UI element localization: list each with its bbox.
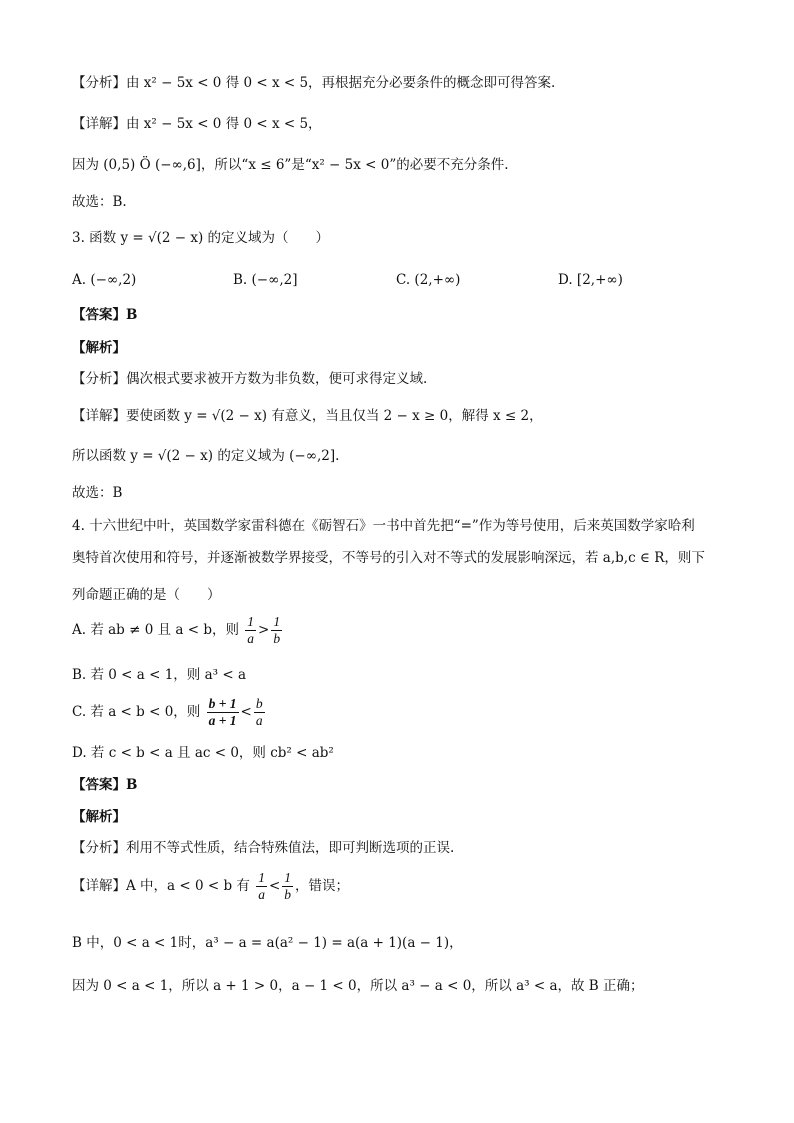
question-4: 4. 十六世纪中叶，英国数学家雷科德在《砺智石》一书中首先把“=”作为等号使用，后来英国数学家哈利 [72,518,695,534]
analysis-line: 【分析】偶次根式要求被开方数为非负数，便可求得定义域. [72,371,428,387]
answer-label: 【答案】B [72,307,138,323]
answer-choice-line: 故选：B [72,485,123,501]
explanation-label: 【解析】 [72,340,126,356]
detail-line: 【详解】由 x² − 5x < 0 得 0 < x < 5， [72,116,322,132]
option-c: C. (2,+∞) [396,272,461,288]
detail-line: 因为 (0,5) Ö (−∞,6]，所以“x ≤ 6”是“x² − 5x < 0”的必要不充分条件. [72,157,509,173]
detail-line: 所以函数 y = √(2 − x) 的定义域为 (−∞,2]. [72,448,340,464]
option-d: D. 若 c < b < a 且 ac < 0，则 cb² < ab² [72,745,334,761]
explanation-label: 【解析】 [72,809,126,825]
answer-choice-line: 故选：B. [72,194,127,210]
analysis-line: 【分析】利用不等式性质，结合特殊值法，即可判断选项的正误. [72,840,455,856]
option-b: B. 若 0 < a < 1，则 a³ < a [72,667,247,683]
detail-line: B 中，0 < a < 1时，a³ − a = a(a² − 1) = a(a + 1)(a − 1)， [72,935,463,951]
answer-label: 【答案】B [72,777,138,793]
question-3: 3. 函数 y = √(2 − x) 的定义域为（ ） [72,230,330,246]
option-d: D. [2,+∞) [558,272,623,288]
option-b: B. (−∞,2] [233,272,298,288]
detail-line: 因为 0 < a < 1，所以 a + 1 > 0，a − 1 < 0，所以 a³ − a < 0，所以 a³ < a，故 B 正确； [72,978,644,994]
option-a: A. (−∞,2) [72,272,137,288]
question-4-cont: 列命题正确的是（ ） [72,587,221,603]
option-c: C. 若 a < b < 0，则 $\frac{b + 1}{a + 1}$ < $\frac{b}{a}$ [72,696,263,728]
detail-line: 【详解】A 中，a < 0 < b 有 $\frac{1}{a}$ < $\frac{1}{b}$ ，错误； [72,870,350,902]
detail-line: 【详解】要使函数 y = √(2 − x) 有意义，当且仅当 2 − x ≥ 0，解得 x ≤ 2， [72,408,543,424]
option-a: A. 若 ab ≠ 0 且 a < b，则 $\frac{1}{a}$ > $\frac{1}{b}$ [72,614,281,646]
analysis-line: 【分析】由 x² − 5x < 0 得 0 < x < 5，再根据充分必要条件的概念即可得答案. [72,75,556,91]
question-4-cont: 奥特首次使用和符号，并逐渐被数学界接受，不等号的引入对不等式的发展影响深远，若 a,b,c ∈ R，则下 [72,550,705,566]
